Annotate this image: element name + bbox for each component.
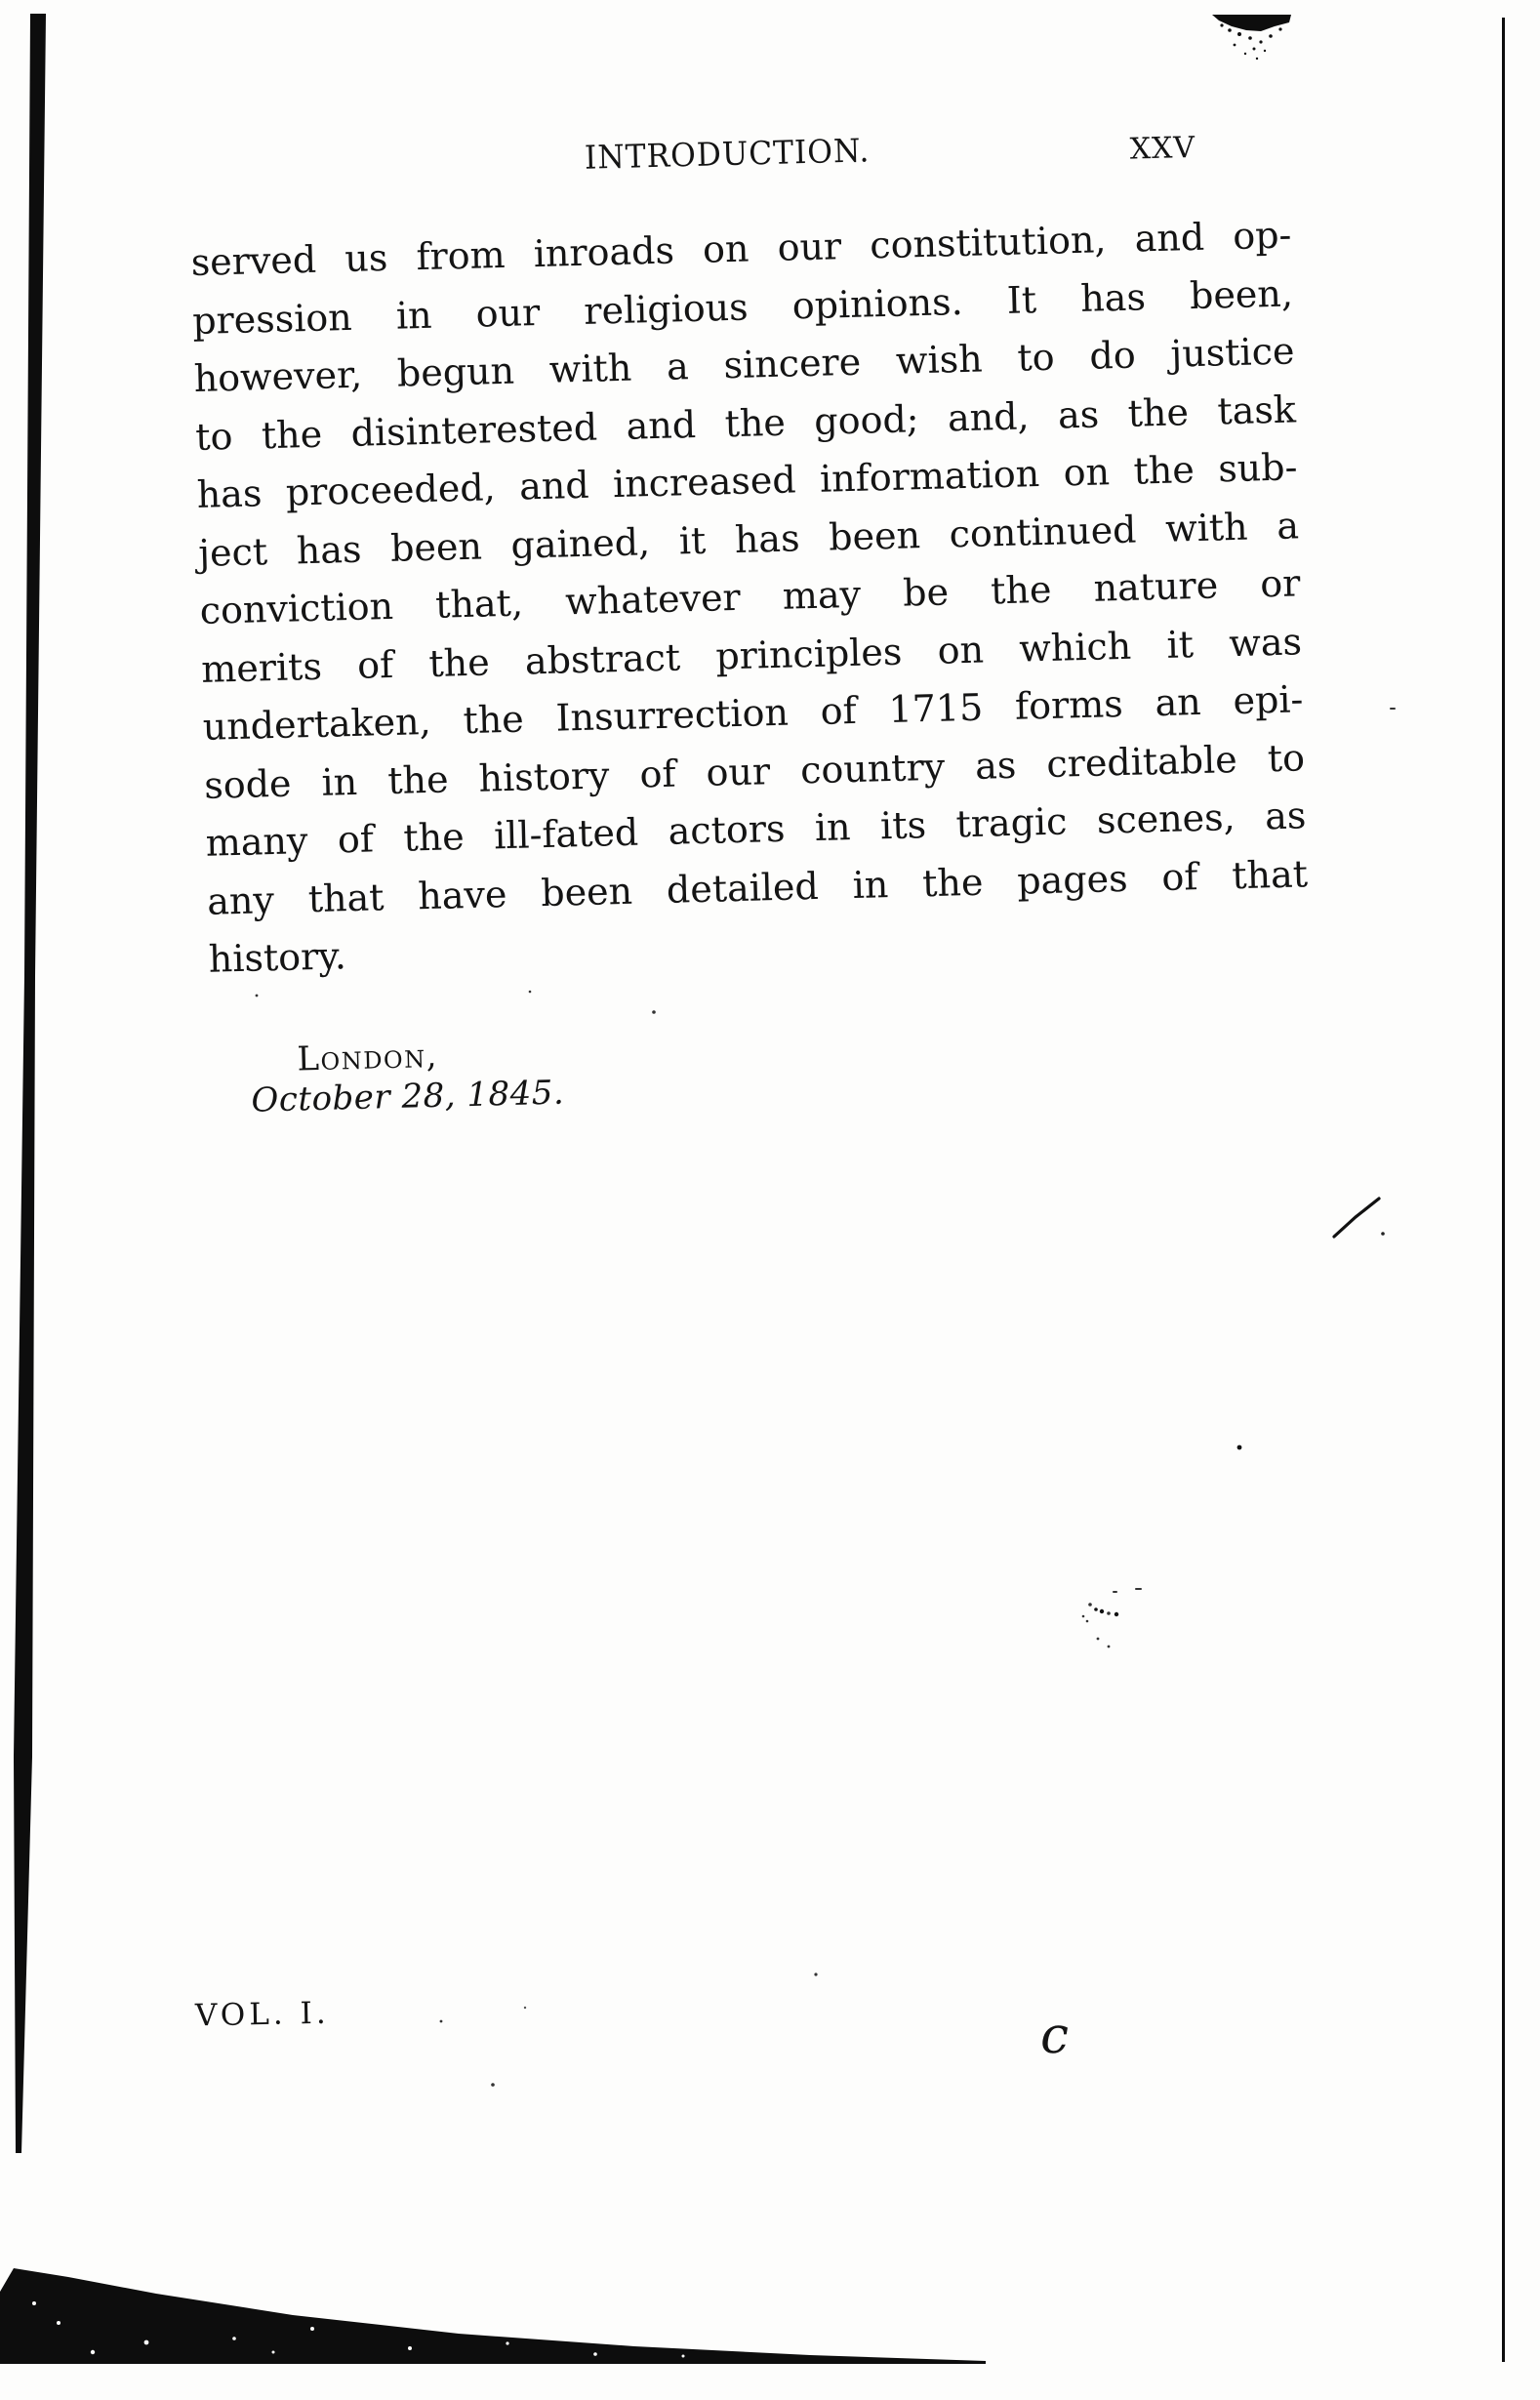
paragraph-line: ject has been gained, it has been continued with a <box>197 503 1300 575</box>
wedge-white-specks <box>32 2301 685 2358</box>
paragraph-line: undertaken, the Insurrection of 1715 forms an epi- <box>202 677 1304 749</box>
paragraph-line: conviction that, whatever may be the nature or <box>199 561 1301 632</box>
scan-smudge-speckles <box>1220 23 1281 60</box>
scan-corner-bottom-wedge <box>0 2268 986 2364</box>
paragraph-line: history. <box>208 934 347 981</box>
paragraph-line: any that have been detailed in the pages of that <box>206 851 1309 923</box>
signoff-date: October 28, 1845. <box>250 1073 565 1120</box>
paragraph-line: merits of the abstract principles on which it was <box>200 619 1303 691</box>
paragraph-line: served us from inroads on our constitution, and op- <box>190 213 1292 284</box>
pen-slash-mark <box>1334 1199 1379 1237</box>
paragraph-line: sode in the history of our country as creditable to <box>203 735 1306 807</box>
paragraph-line: many of the ill-fated actors in its tragic scenes, as <box>205 793 1307 865</box>
scan-edge-left-bar <box>14 14 46 2153</box>
signature-mark: c <box>1039 2006 1070 2066</box>
paragraph-line: however, begun with a sincere wish to do justice <box>193 329 1295 400</box>
paragraph-line: to the disinterested and the good; and, as the task <box>194 386 1297 459</box>
page-number: XXV <box>1129 130 1196 167</box>
paragraph-line: pression in our religious opinions. It has been, <box>191 270 1294 343</box>
paragraph-line: has proceeded, and increased information on the sub- <box>196 445 1298 516</box>
signoff-place: London, <box>296 1036 439 1079</box>
page-text-block <box>190 130 1310 1120</box>
paragraph <box>190 206 1310 989</box>
scan-smudge-top-right <box>1212 15 1291 31</box>
scan-edge-right-line <box>1502 18 1505 2362</box>
running-header-title: INTRODUCTION. <box>584 131 871 177</box>
volume-label: VOL. I. <box>194 1995 330 2034</box>
